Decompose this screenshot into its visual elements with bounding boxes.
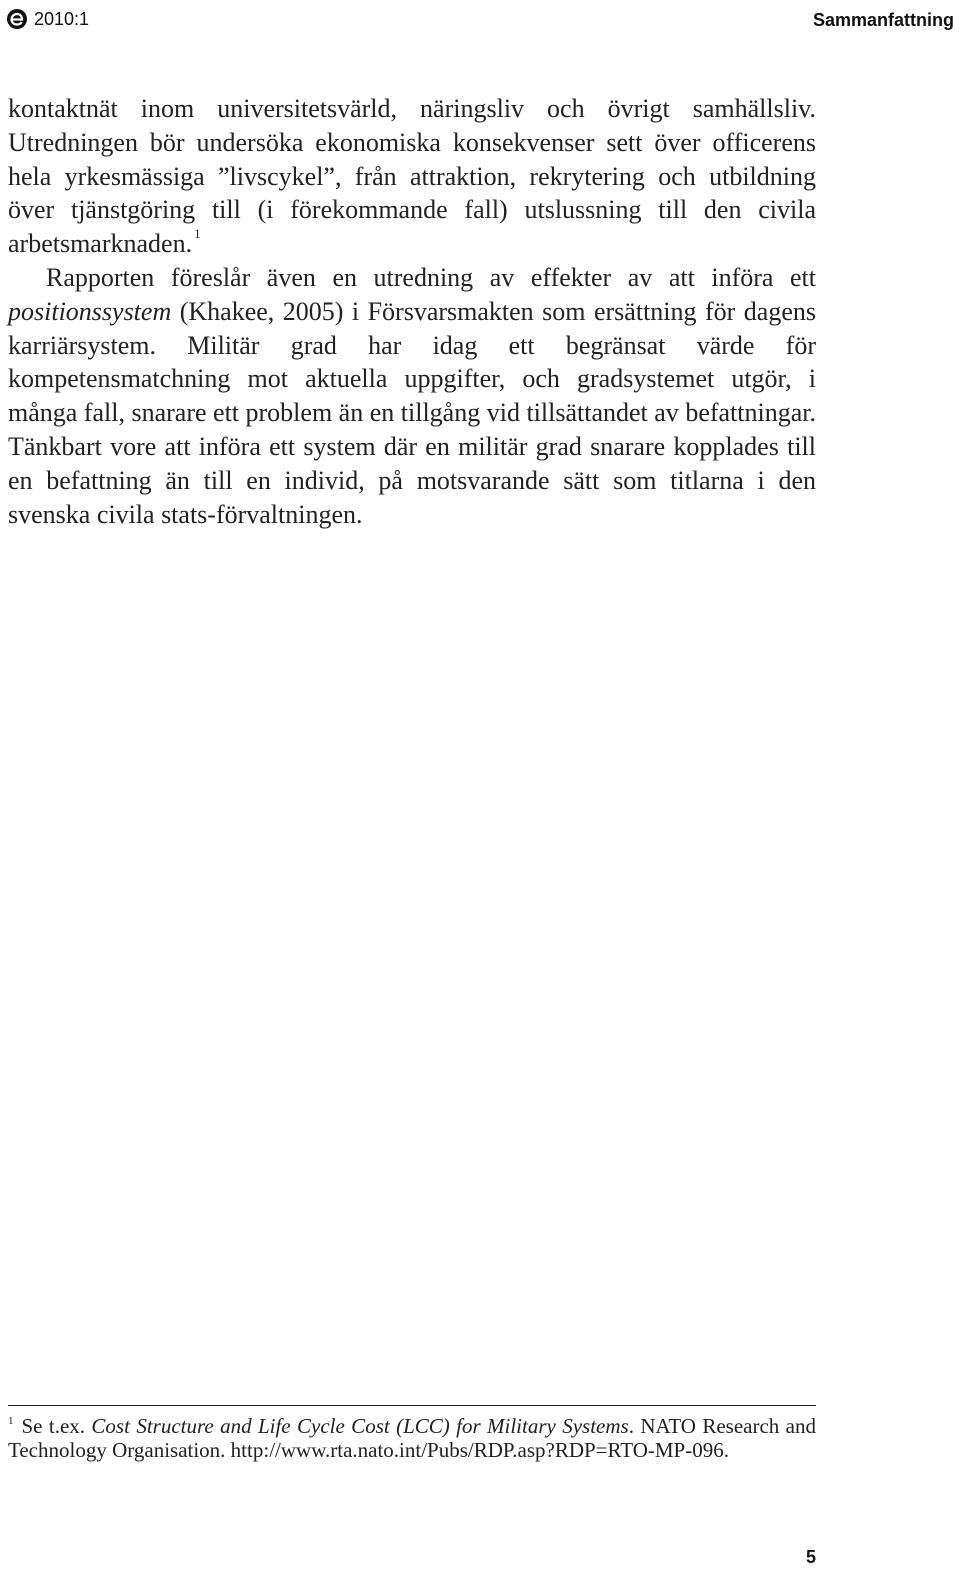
header-issue [6,8,89,30]
e-logo-icon [6,8,28,30]
footnote-reference: 1 [194,226,201,242]
footnote-suffix: . NATO Research and Technology Organisation. http://www.rta.nato.int/Pubs/RDP.asp?RDP=RTO-MP-096. [8,1414,817,1462]
main-text [8,92,816,531]
issue-number: 2010:1 [34,8,90,29]
page-number: 5 [805,1547,816,1567]
footnote-prefix: Se t.ex. [21,1414,92,1438]
paragraph-2-text-start: Rapporten föreslår även en utredning av effekter av att införa ett [46,262,816,292]
section-title: Sammanfattning [812,10,954,30]
paragraph-2 [8,261,816,531]
footnote-number: 1 [8,1415,14,1427]
italic-term: positionssystem [8,296,172,326]
paragraph-1-text: kontaktnät inom universitetsvärld, näringsliv och övrigt samhällsliv. Utredningen bör undersöka ekonomiska konsekvenser sett över officerens hela yrkesmässiga ”livscykel”, från attraktion, rekrytering och utbildning över tjänstgöring till (i förekommande fall) utslussning till den civila arbetsmarknaden. [8,94,816,259]
page-header [6,6,954,34]
footnote-title: Cost Structure and Life Cycle Cost (LCC) for Military Systems [91,1414,629,1438]
footnote-divider [8,1405,816,1406]
footnote [8,1415,816,1462]
paragraph-2-text-end: (Khakee, 2005) i Försvarsmakten som ersättning för dagens karriärsystem. Militär grad har idag ett begränsat värde för kompetensmatchning mot aktuella uppgifter, och gradsystemet utgör, i många fall, snarare ett problem än en tillgång vid tillsättandet av befattningar. Tänkbart vore att införa ett system där en militär grad snarare kopplades till en befattning än till en individ, på motsvarande sätt som titlarna i den svenska civila stats-förvaltningen. [8,296,816,529]
paragraph-1 [8,92,816,261]
